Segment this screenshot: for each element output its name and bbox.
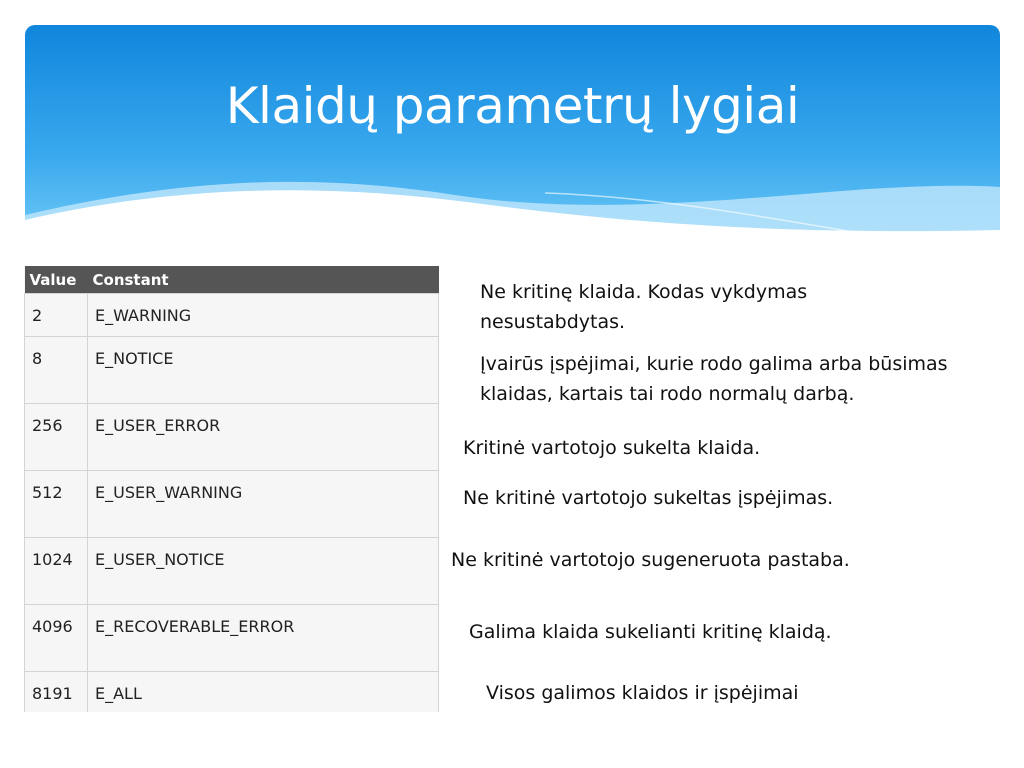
constant-cell: E_USER_ERROR xyxy=(88,404,439,471)
column-header-constant: Constant xyxy=(88,266,439,294)
value-cell: 8191 xyxy=(25,672,88,713)
table-row xyxy=(25,471,439,538)
description-e-warning: Ne kritinę klaida. Kodas vykdymas nesustabdytas. xyxy=(480,281,808,333)
description-e-all: Visos galimos klaidos ir įspėjimai xyxy=(486,682,799,704)
banner-wave-graphic xyxy=(25,25,1000,265)
value-cell: 2 xyxy=(25,294,88,337)
value-cell: 256 xyxy=(25,404,88,471)
description-e-user-notice: Ne kritinė vartotojo sugeneruota pastaba. xyxy=(451,549,850,571)
value-cell: 1024 xyxy=(25,538,88,605)
description-e-recoverable-error: Galima klaida sukelianti kritinę klaidą. xyxy=(469,621,832,643)
table-row xyxy=(25,538,439,605)
description-e-user-warning: Ne kritinė vartotojo sukeltas įspėjimas. xyxy=(463,487,834,509)
error-levels-table xyxy=(24,266,439,712)
table-row xyxy=(25,337,439,404)
value-cell: 4096 xyxy=(25,605,88,672)
description-e-user-error: Kritinė vartotojo sukelta klaida. xyxy=(463,437,761,459)
description-e-notice: Įvairūs įspėjimai, kurie rodo galima arba būsimas klaidas, kartais tai rodo normalų darbą. xyxy=(480,353,948,405)
table-row xyxy=(25,404,439,471)
table-row xyxy=(25,294,439,337)
title-banner xyxy=(25,25,1000,265)
value-cell: 8 xyxy=(25,337,88,404)
constant-cell: E_RECOVERABLE_ERROR xyxy=(88,605,439,672)
constant-cell: E_ALL xyxy=(88,672,439,713)
constant-cell: E_USER_NOTICE xyxy=(88,538,439,605)
constant-cell: E_NOTICE xyxy=(88,337,439,404)
column-header-value: Value xyxy=(25,266,88,294)
constant-cell: E_USER_WARNING xyxy=(88,471,439,538)
table-row xyxy=(25,672,439,713)
slide-title: Klaidų parametrų lygiai xyxy=(225,77,800,135)
constant-cell: E_WARNING xyxy=(88,294,439,337)
table-row xyxy=(25,605,439,672)
table-header-row xyxy=(25,266,439,294)
value-cell: 512 xyxy=(25,471,88,538)
